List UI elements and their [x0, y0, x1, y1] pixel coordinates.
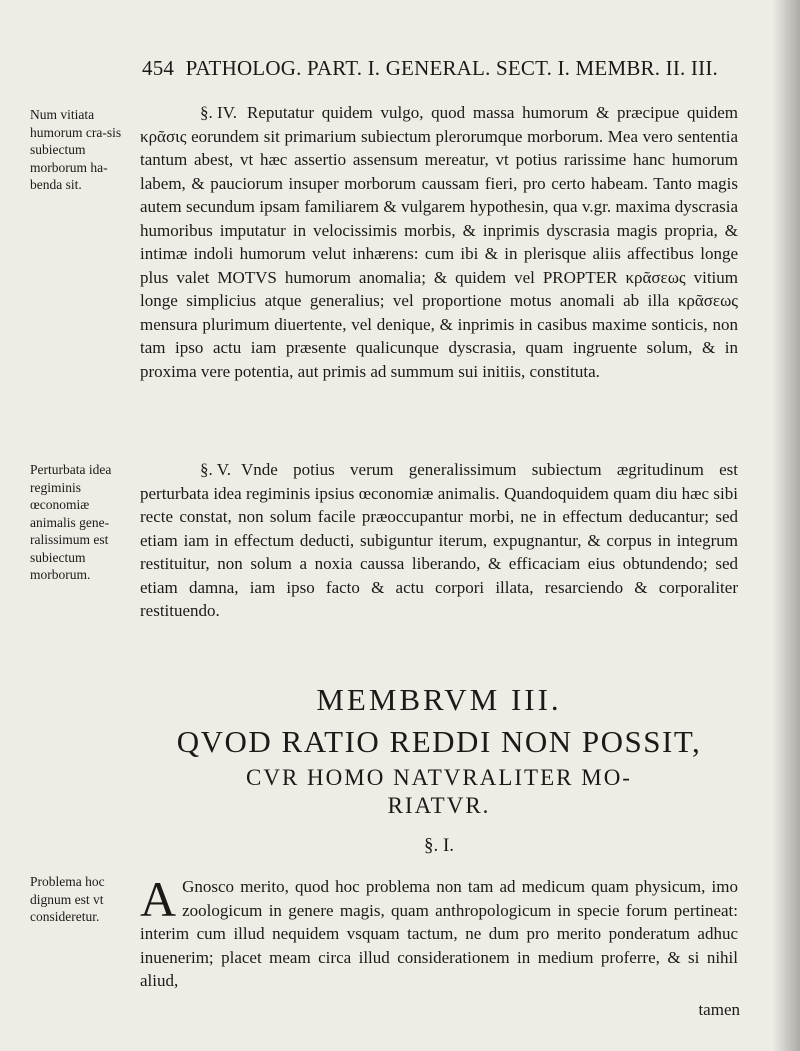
section-i-marker: §. I.: [423, 835, 455, 856]
margin-note: Problema hoc dignum est vt consideretur.: [30, 874, 105, 924]
margin-note: Num vitiata humorum cra-sis subiectum morborum ha-benda sit.: [30, 107, 122, 192]
margin-note: Perturbata idea regiminis œconomiæ animalis gene-ralissimum est subiectum morborum.: [30, 462, 112, 582]
membrum-heading: MEMBRVM III.: [316, 682, 562, 717]
section-iv: [140, 101, 738, 383]
page-number: 454: [142, 56, 175, 80]
section-i: [140, 871, 738, 993]
membrum-subtitle-line: RIATVR.: [387, 793, 491, 818]
page-edge-shadow: [772, 0, 800, 1051]
membrum-subtitle-line: CVR HOMO NATVRALITER MO-: [246, 765, 632, 790]
section-text: Reputatur quidem vulgo, quod massa humorum & præcipue quidem κρᾶσις eorundem sit primarium subiectum plerorumque morborum. Mea vero sententia tantum abest, vt hæc assertio assensum mereatur, vt potius rarissime hanc humorum labem, & pauciorum insuper morborum caussam fieri, pro certo habeam. Tanto magis autem secundum ipsam familiarem & vulgarem hypothesin, qua v.gr. maxima dyscrasia humoribus imputatur in velocissimis morbis, & inprimis dyscrasia magis propria, & intimæ indoli humorum velut inhærens: cum ibi & in plerisque aliis affectibus longe plus valet MOTVS humorum anomalia; & quidem vel PROPTER κρᾶσεως vitium longe simplicius atque generalius; vel proportione motus anomali ab illa κρᾶσεως mensura plurimum diuertente, vel denique, & inprimis in casibus maxime sonticis, non tam ipso actu iam præsente qualicunque dyscrasia, quam ingruente solum, & in proxima vere potentia, aut primis ad summum sui initiis, constituta.: [140, 103, 738, 381]
catchword: tamen: [698, 1000, 740, 1019]
running-title: PATHOLOG. PART. I. GENERAL. SECT. I. MEMBR. II. III.: [185, 56, 718, 80]
section-text: Vnde potius verum generalissimum subiectum ægritudinum est perturbata idea regiminis ipsius œconomiæ animalis. Quandoquidem quam diu hæc sibi recte constat, non solum facile præoccupantur morbi, ne in effectum deducantur; sed etiam iam in effectum deducti, subiguntur iterum, expugnantur, & corpus in integrum restituitur, non solum a noxia caussa liberando, & efficaciam eius obtundendo; sed etiam damna, iam ipso facto & actu corpori illata, resarciendo & corporaliter restituendo.: [140, 460, 738, 620]
section-marker: §. V.: [200, 460, 232, 479]
section-marker: §. IV.: [200, 103, 237, 122]
running-header: [142, 56, 742, 81]
section-v: [140, 458, 738, 623]
section-text: Gnosco merito, quod hoc problema non tam ad medicum quam physicum, imo zoologicum in genere magis, quam anthropologicum in specie forum pertineat: interim cum illud nequidem vsquam tactum, ne dum pro merito ponderatum adhuc inuenerim; placet meam circa illud considerationem in medium proferre, & si nihil aliud,: [140, 877, 738, 990]
drop-cap: A: [140, 871, 177, 927]
membrum-subtitle-line: QVOD RATIO REDDI NON POSSIT,: [176, 724, 702, 759]
